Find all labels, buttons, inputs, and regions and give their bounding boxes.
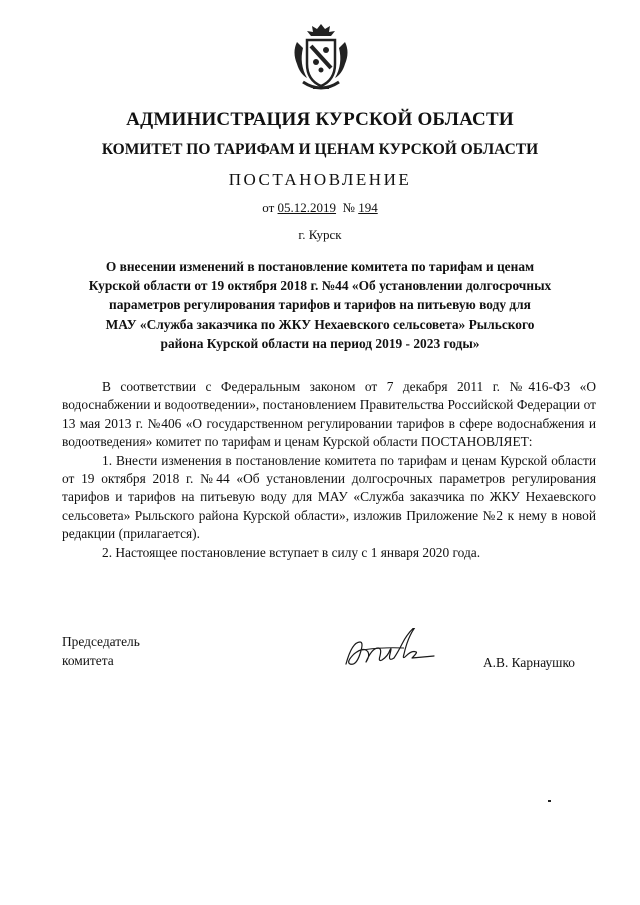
- document-date-number: [0, 200, 640, 216]
- date-prefix: от: [262, 200, 275, 215]
- document-date: 05.12.2019: [277, 200, 337, 215]
- handwritten-signature: [340, 628, 470, 676]
- title-line: Курской области от 19 октября 2018 г. №44 «Об установлении долгосрочных: [88, 278, 552, 294]
- position-line: комитета: [62, 652, 114, 668]
- number-prefix: №: [342, 200, 355, 215]
- item-2-paragraph: 2. Настоящее постановление вступает в силу с 1 января 2020 года.: [102, 544, 481, 560]
- title-line: МАУ «Служба заказчика по ЖКУ Нехаевского сельсовета» Рыльского: [105, 316, 535, 332]
- city: г. Курск: [298, 227, 342, 242]
- coat-of-arms-icon: [291, 22, 351, 94]
- committee-name: КОМИТЕТ ПО ТАРИФАМ И ЦЕНАМ КУРСКОЙ ОБЛАСТИ: [101, 141, 539, 158]
- document-title: [62, 257, 578, 353]
- signatory-name: А.В. Карнаушко: [483, 655, 575, 670]
- title-line: параметров регулирования тарифов и тарифов на питьевую воду для: [109, 297, 531, 313]
- document-body: [62, 378, 596, 562]
- organization-name: АДМИНИСТРАЦИЯ КУРСКОЙ ОБЛАСТИ: [126, 109, 514, 130]
- document-type: ПОСТАНОВЛЕНИЕ: [228, 170, 412, 189]
- position-line: Председатель: [62, 634, 140, 649]
- document-number: 194: [358, 200, 378, 215]
- signatory-position: [62, 633, 140, 670]
- preamble-paragraph: В соответствии с Федеральным законом от 7 декабря 2011 г. №416-ФЗ «О водоснабжении и водоотведении», постановлением Правительства Российской Федерации от 13 мая 2013 г. №406 «О государственном регулировании тарифов в сфере водоснабжения и водоотведения» комитет по тарифам и ценам Курской области ПОСТАНОВЛЯЕТ:: [62, 379, 596, 450]
- title-line: района Курской области на период 2019 - 2023 годы»: [160, 335, 480, 351]
- item-1-paragraph: 1. Внести изменения в постановление комитета по тарифам и ценам Курской области от 19 октября 2018 г. №44 «Об установлении долгосрочных параметров регулирования тарифов и тарифов на питьевую воду для МАУ «Служба заказчика по ЖКУ Нехаевского сельсовета» Рыльского района Курской области», изложив Приложение №2 к нему в новой редакции (прилагается).: [62, 452, 596, 542]
- title-line: О внесении изменений в постановление комитета по тарифам и ценам: [105, 259, 535, 274]
- stray-mark: [548, 800, 551, 802]
